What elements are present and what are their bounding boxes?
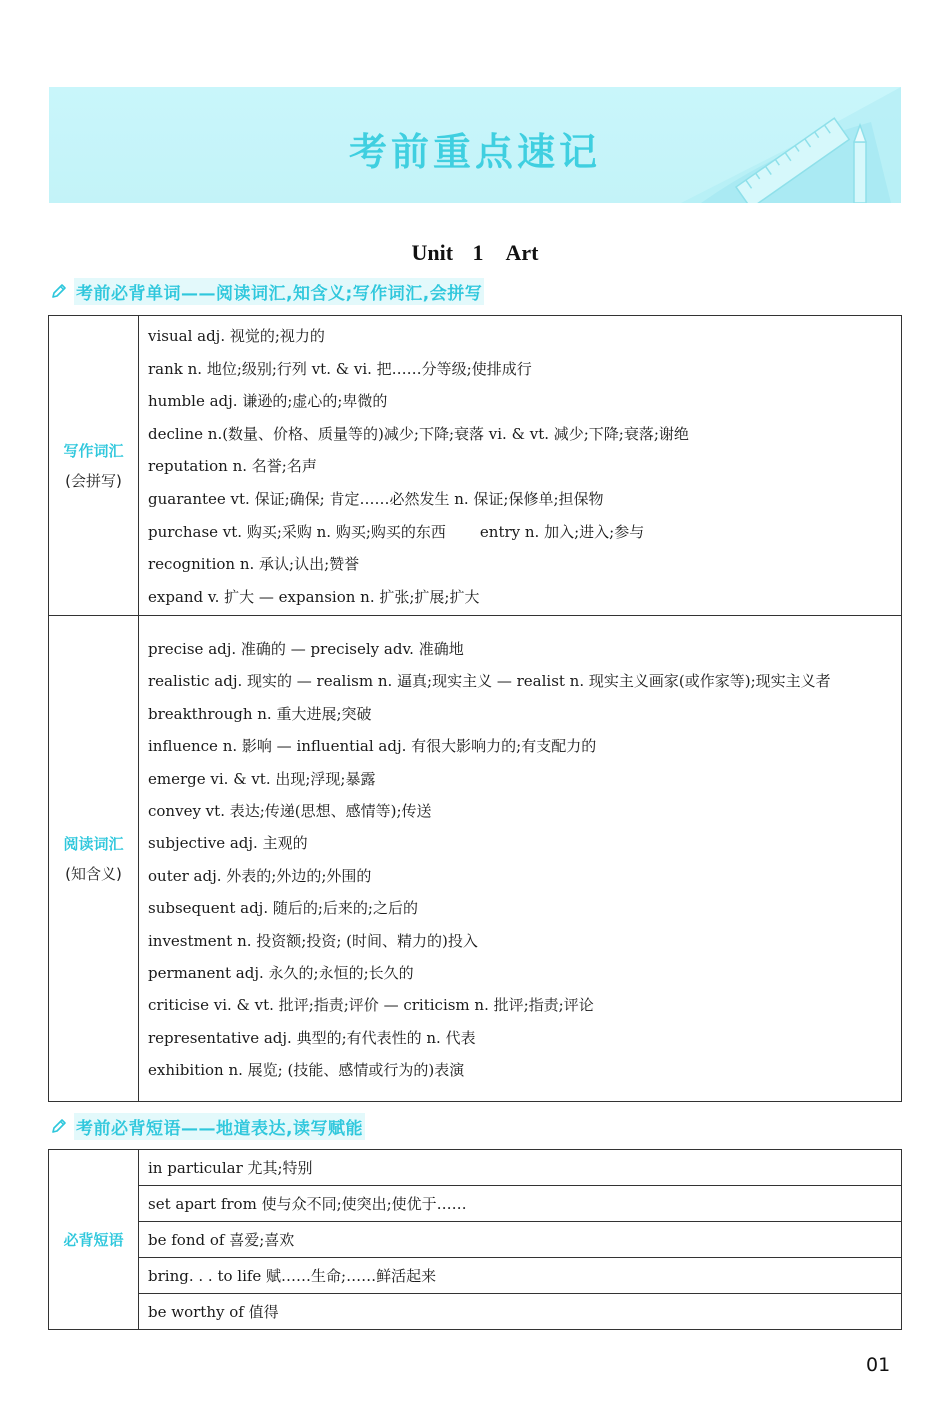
vocab-entry: guarantee vt. 保证;确保; 肯定……必然发生 n. 保证;保修单;担保物 <box>148 489 604 508</box>
phrase-row <box>49 1258 902 1294</box>
phrase-entry: be worthy of 值得 <box>139 1294 902 1330</box>
vocab-entry: permanent adj. 永久的;永恒的;长久的 <box>148 964 414 983</box>
phrase-row <box>49 1150 902 1186</box>
vocab-entry: breakthrough n. 重大进展;突破 <box>148 704 372 723</box>
vocab-entry: representative adj. 典型的;有代表性的 n. 代表 <box>148 1028 476 1047</box>
pencil-icon <box>50 282 68 300</box>
vocab-entry: emerge vi. & vt. 出现;浮现;暴露 <box>148 769 376 788</box>
phrase-row <box>49 1222 902 1258</box>
banner-title: 考前重点速记 <box>348 130 601 174</box>
vocab-entry: convey vt. 表达;传递(思想、感情等);传送 <box>148 802 432 821</box>
vocabulary-table <box>48 315 902 1102</box>
section-heading-words-label: 考前必背单词——阅读词汇,知含义;写作词汇,会拼写 <box>74 278 484 305</box>
phrase-entry: set apart from 使与众不同;使突出;使优于…… <box>139 1186 902 1222</box>
vocab-entry: rank n. 地位;级别;行列 vt. & vi. 把……分等级;使排成行 <box>148 359 532 378</box>
reading-vocab-entries <box>139 616 902 1102</box>
vocab-entry: visual adj. 视觉的;视力的 <box>148 327 325 345</box>
writing-vocab-entries <box>139 316 902 616</box>
phrase-row <box>49 1186 902 1222</box>
phrases-category <box>49 1150 139 1330</box>
pencil-icon <box>50 1117 68 1135</box>
phrase-entry: bring. . . to life 赋……生命;……鲜活起来 <box>139 1258 902 1294</box>
unit-title: Unit 1 Art <box>411 240 539 265</box>
phrase-entry: in particular 尤其;特别 <box>139 1150 902 1186</box>
reading-vocab-row <box>49 616 902 1102</box>
category-name: 必背短语 <box>63 1230 124 1249</box>
vocab-entry: subsequent adj. 随后的;后来的;之后的 <box>148 899 418 918</box>
vocab-entry: recognition n. 承认;认出;赞誉 <box>148 555 360 574</box>
vocab-entry: influence n. 影响 — influential adj. 有很大影响力的;有支配力的 <box>148 737 597 756</box>
section-heading-words <box>50 279 484 303</box>
vocab-entry-line <box>148 516 893 549</box>
vocab-entry: outer adj. 外表的;外边的;外围的 <box>148 866 372 885</box>
writing-vocab-category <box>49 316 139 616</box>
vocab-entry: exhibition n. 展览; (技能、感情或行为的)表演 <box>148 1061 465 1080</box>
vocab-entry: purchase vt. 购买;采购 n. 购买;购买的东西 <box>148 522 446 541</box>
vocab-entry: humble adj. 谦逊的;虚心的;卑微的 <box>148 392 388 411</box>
vocab-entry: criticise vi. & vt. 批评;指责;评价 — criticism n. 批评;指责;评论 <box>148 996 594 1015</box>
section-heading-phrases <box>50 1114 365 1138</box>
phrase-row <box>49 1294 902 1330</box>
vocab-entry: subjective adj. 主观的 <box>148 834 308 853</box>
ruler-pencil-decoration-icon <box>641 87 901 203</box>
vocab-entry: realistic adj. 现实的 — realism n. 逼真;现实主义 — realist n. 现实主义画家(或作家等);现实主义者 <box>148 672 831 691</box>
phrase-entry: be fond of 喜爱;喜欢 <box>139 1222 902 1258</box>
vocab-entry: precise adj. 准确的 — precisely adv. 准确地 <box>148 640 464 658</box>
reading-vocab-category <box>49 616 139 1102</box>
page-number: 01 <box>866 1354 891 1376</box>
vocab-entry: entry n. 加入;进入;参与 <box>479 522 645 541</box>
category-subtitle: (会拼写) <box>65 471 122 490</box>
header-banner <box>49 87 901 203</box>
category-name: 写作词汇 <box>63 441 124 460</box>
vocab-entry: expand v. 扩大 — expansion n. 扩张;扩展;扩大 <box>148 587 480 606</box>
writing-vocab-row <box>49 316 902 616</box>
section-heading-phrases-label: 考前必背短语——地道表达,读写赋能 <box>74 1113 365 1140</box>
category-subtitle: (知含义) <box>65 864 122 883</box>
vocab-entry: reputation n. 名誉;名声 <box>148 457 317 476</box>
category-name: 阅读词汇 <box>63 834 124 853</box>
vocab-entry: decline n.(数量、价格、质量等的)减少;下降;衰落 vi. & vt. 减少;下降;衰落;谢绝 <box>148 424 689 443</box>
phrases-table <box>48 1149 902 1330</box>
vocab-entry: investment n. 投资额;投资; (时间、精力的)投入 <box>148 931 478 950</box>
